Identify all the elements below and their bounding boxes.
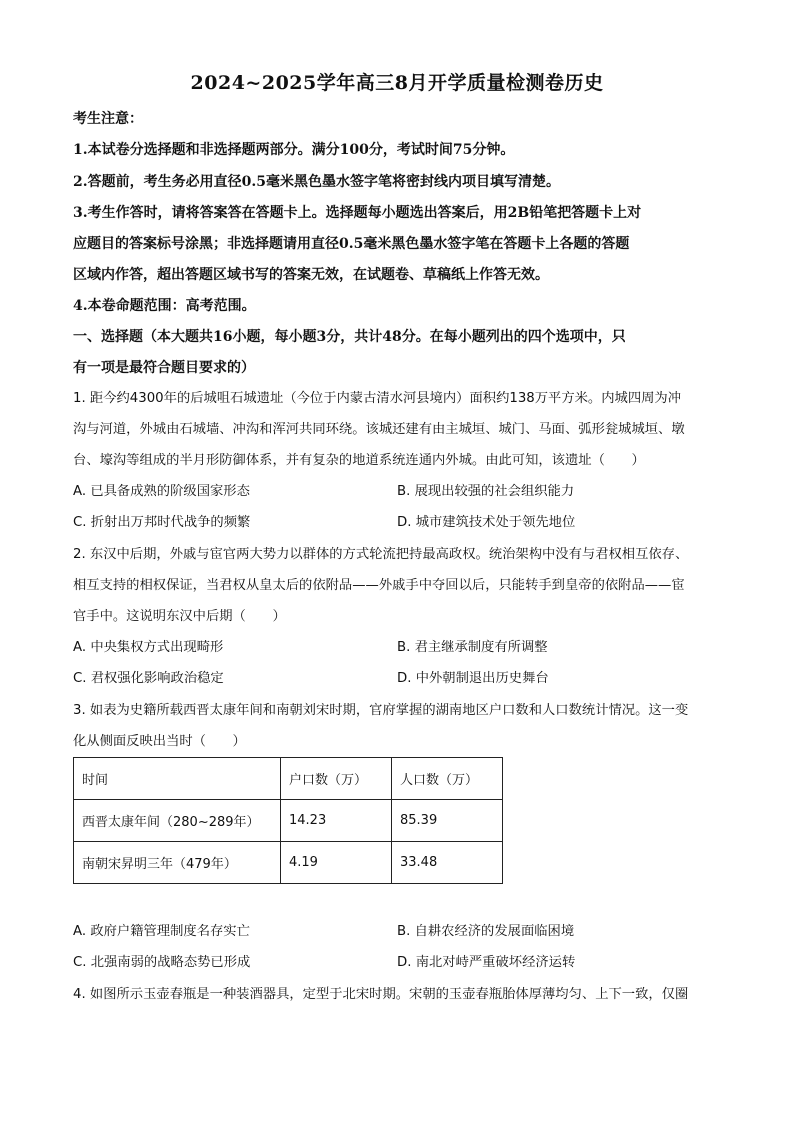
section-heading: 一、选择题（本大题共16小题，每小题3分，共计48分。在每小题列出的四个选项中，只	[73, 329, 626, 345]
question-3-option-c: C. 北强南弱的战略态势已形成	[73, 955, 251, 970]
question-4-text: 4. 如图所示玉壶春瓶是一种装酒器具，定型于北宋时期。宋朝的玉壶春瓶胎体厚薄均匀、上下一致，仅圈	[73, 987, 689, 1002]
notice-item: 区域内作答，超出答题区域书写的答案无效，在试题卷、草稿纸上作答无效。	[73, 267, 549, 283]
question-2-option-c: C. 君权强化影响政治稳定	[73, 671, 224, 686]
question-2-text: 官手中。这说明东汉中后期（ ）	[73, 609, 286, 624]
question-2-option-b: B. 君主继承制度有所调整	[397, 640, 548, 655]
table-row	[74, 800, 503, 842]
table-header-cell: 人口数（万）	[392, 758, 503, 800]
question-1-text: 沟与河道，外城由石城墙、冲沟和浑河共同环绕。该城还建有由主城垣、城门、马面、弧形瓮城城垣、墩	[73, 422, 685, 437]
question-1-option-b: B. 展现出较强的社会组织能力	[397, 484, 575, 499]
section-heading-cont: 有一项是最符合题目要求的）	[73, 360, 255, 376]
question-2-option-a: A. 中央集权方式出现畸形	[73, 640, 224, 655]
question-3-option-a: A. 政府户籍管理制度名存实亡	[73, 924, 250, 939]
population-table	[73, 757, 503, 884]
question-3-text: 3. 如表为史籍所载西晋太康年间和南朝刘宋时期，官府掌握的湖南地区户口数和人口数统计情况。这一变	[73, 703, 689, 718]
notice-item: 2.答题前，考生务必用直径0.5毫米黑色墨水签字笔将密封线内项目填写清楚。	[73, 174, 560, 190]
table-cell: 西晋太康年间（280~289年）	[74, 800, 281, 842]
question-2-option-d: D. 中外朝制退出历史舞台	[397, 671, 549, 686]
question-3-option-b: B. 自耕农经济的发展面临困境	[397, 924, 575, 939]
question-2-text: 相互支持的相权保证，当君权从皇太后的依附品——外戚手中夺回以后，只能转手到皇帝的依附品——宦	[73, 578, 685, 593]
question-1-option-a: A. 已具备成熟的阶级国家形态	[73, 484, 250, 499]
table-row	[74, 842, 503, 884]
question-1-text: 台、壕沟等组成的半月形防御体系，并有复杂的地道系统连通内外城。由此可知，该遗址（ ）	[73, 453, 645, 468]
table-cell: 33.48	[392, 842, 503, 884]
notice-heading: 考生注意：	[73, 111, 143, 127]
question-3-text: 化从侧面反映出当时（ ）	[73, 734, 246, 749]
table-header-cell: 时间	[74, 758, 281, 800]
table-cell: 南朝宋昇明三年（479年）	[74, 842, 281, 884]
table-cell: 14.23	[281, 800, 392, 842]
question-1-option-d: D. 城市建筑技术处于领先地位	[397, 515, 576, 530]
page-title: 2024~2025学年高三8月开学质量检测卷历史	[190, 72, 604, 94]
notice-item: 3.考生作答时，请将答案答在答题卡上。选择题每小题选出答案后，用2B铅笔把答题卡上对	[73, 205, 642, 221]
question-2-text: 2. 东汉中后期，外戚与宦官两大势力以群体的方式轮流把持最高政权。统治架构中没有与君权相互依存、	[73, 547, 689, 562]
question-1-option-c: C. 折射出万邦时代战争的频繁	[73, 515, 251, 530]
table-cell: 85.39	[392, 800, 503, 842]
table-cell: 4.19	[281, 842, 392, 884]
notice-item: 4.本卷命题范围：高考范围。	[73, 298, 256, 314]
question-3-option-d: D. 南北对峙严重破坏经济运转	[397, 955, 576, 970]
notice-item: 应题目的答案标号涂黑；非选择题请用直径0.5毫米黑色墨水签字笔在答题卡上各题的答题	[73, 236, 630, 252]
question-1-text: 1. 距今约4300年的后城咀石城遗址（今位于内蒙古清水河县境内）面积约138万平方米。内城四周为冲	[73, 391, 682, 406]
notice-item: 1.本试卷分选择题和非选择题两部分。满分100分，考试时间75分钟。	[73, 142, 515, 158]
table-header-row	[74, 758, 503, 800]
table-header-cell: 户口数（万）	[281, 758, 392, 800]
